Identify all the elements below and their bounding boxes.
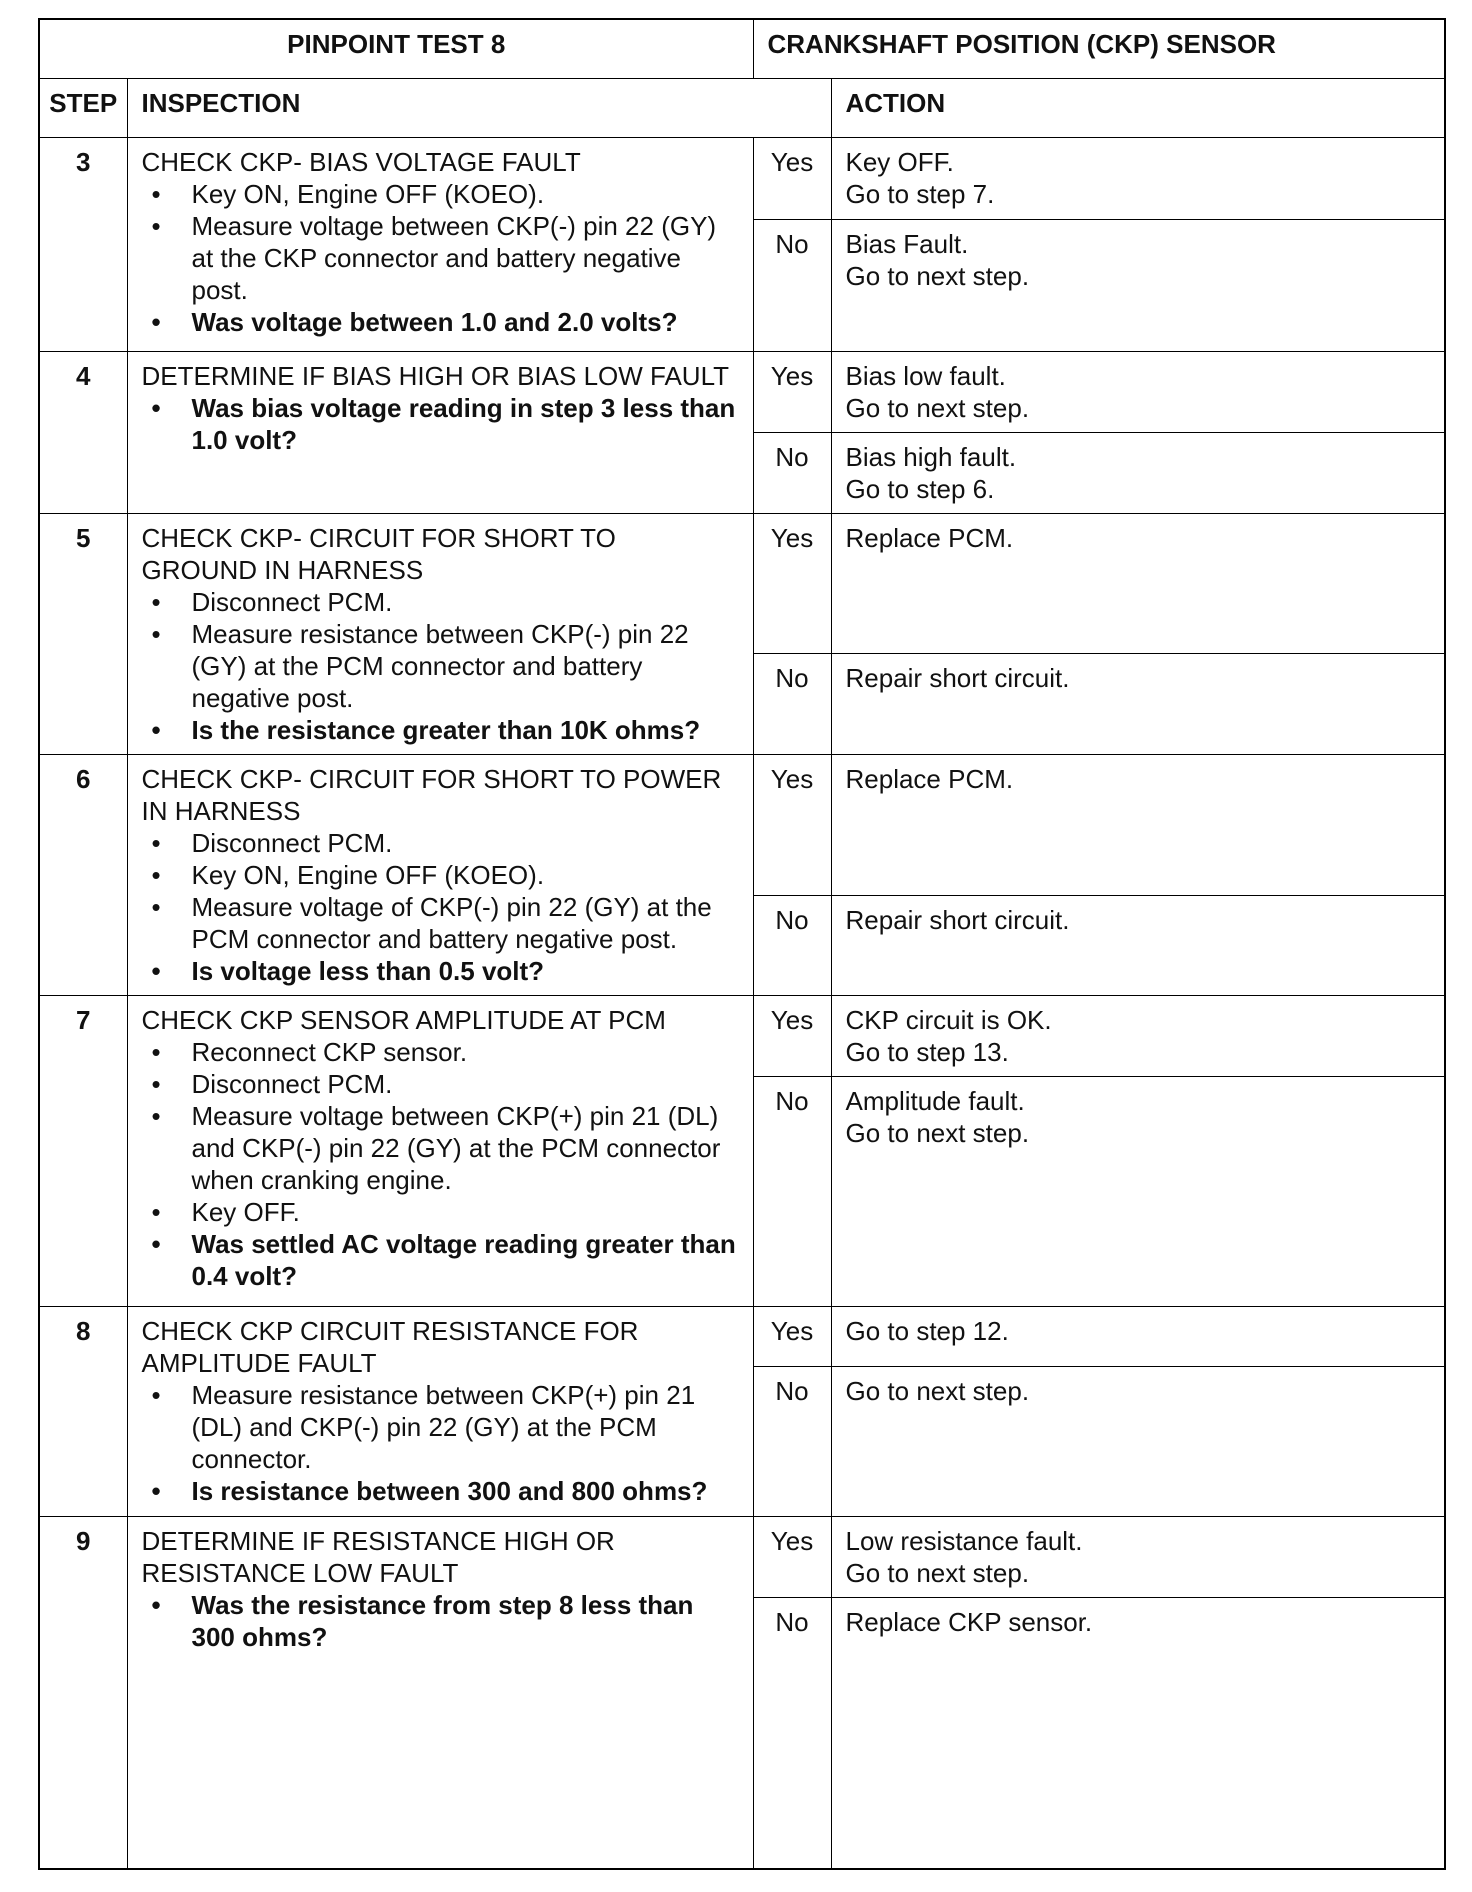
action-line: Go to step 6. (845, 474, 995, 504)
step-number: 8 (39, 1307, 127, 1517)
no-action (831, 654, 1445, 755)
inspection-title: CHECK CKP SENSOR AMPLITUDE AT PCM (141, 1005, 666, 1035)
step-row-5 (39, 514, 1445, 654)
inspection-title: CHECK CKP- CIRCUIT FOR SHORT TO POWER IN HARNESS (141, 764, 722, 826)
step-row-8 (39, 1307, 1445, 1367)
yes-label: Yes (753, 996, 831, 1077)
pinpoint-test-sheet (38, 18, 1446, 1870)
title-row (39, 19, 1445, 79)
action-line: Go to next step. (845, 1376, 1030, 1406)
inspection-cell (127, 1517, 753, 1870)
yes-label: Yes (753, 352, 831, 433)
yes-label: Yes (753, 514, 831, 654)
step-row-4 (39, 352, 1445, 433)
inspection-bullet-list (142, 586, 739, 746)
inspection-bullet-list (142, 392, 739, 456)
action-line: Repair short circuit. (845, 904, 1070, 935)
inspection-cell (127, 755, 753, 996)
inspection-question: • Is the resistance greater than 10K ohms? (142, 714, 739, 746)
column-header-row (39, 79, 1445, 138)
action-line: Bias low fault. (845, 361, 1006, 391)
step-row-7 (39, 996, 1445, 1077)
action-line: Repair short circuit. (845, 663, 1070, 694)
inspection-title: CHECK CKP- BIAS VOLTAGE FAULT (141, 147, 581, 177)
step-row-9 (39, 1517, 1445, 1598)
inspection-cell (127, 996, 753, 1307)
inspection-title: DETERMINE IF RESISTANCE HIGH OR RESISTANCE LOW FAULT (141, 1526, 615, 1588)
action-line: Go to next step. (845, 393, 1030, 423)
no-label: No (753, 1077, 831, 1307)
action-line: CKP circuit is OK. (845, 1005, 1052, 1035)
inspection-question: • Was voltage between 1.0 and 2.0 volts? (142, 306, 739, 338)
yes-action (831, 996, 1445, 1077)
action-line: Replace CKP sensor. (845, 1607, 1093, 1637)
yes-action (831, 1307, 1445, 1367)
yes-label: Yes (753, 1307, 831, 1367)
inspection-bullet: • Key ON, Engine OFF (KOEO). (142, 859, 739, 891)
inspection-cell (127, 1307, 753, 1517)
no-action (831, 433, 1445, 514)
yes-label: Yes (753, 1517, 831, 1598)
inspection-bullet-list (142, 1589, 739, 1653)
no-action (831, 1367, 1445, 1517)
inspection-bullet-list (142, 827, 739, 987)
no-label: No (753, 654, 831, 755)
action-column-header: ACTION (831, 79, 1445, 138)
yes-action (831, 352, 1445, 433)
inspection-cell (127, 514, 753, 755)
step-row-6 (39, 755, 1445, 896)
no-action (831, 895, 1445, 995)
inspection-bullet: • Key OFF. (142, 1196, 739, 1228)
inspection-bullet-list (142, 1036, 739, 1292)
no-action (831, 220, 1445, 352)
inspection-title: DETERMINE IF BIAS HIGH OR BIAS LOW FAULT (141, 361, 729, 391)
inspection-bullet-list (142, 178, 739, 338)
inspection-bullet-list (142, 1379, 739, 1507)
step-number: 5 (39, 514, 127, 755)
test-number: PINPOINT TEST 8 (39, 19, 753, 79)
inspection-cell (127, 352, 753, 514)
inspection-bullet: • Key ON, Engine OFF (KOEO). (142, 178, 739, 210)
action-line: Key OFF. (845, 147, 954, 177)
inspection-title: CHECK CKP- CIRCUIT FOR SHORT TO GROUND IN HARNESS (141, 523, 616, 585)
action-line: Replace PCM. (845, 764, 1014, 794)
no-action (831, 1077, 1445, 1307)
inspection-bullet: • Measure resistance between CKP(+) pin 21 (DL) and CKP(-) pin 22 (GY) at the PCM connector. (142, 1379, 739, 1475)
step-number: 9 (39, 1517, 127, 1870)
action-line: Low resistance fault. (845, 1526, 1083, 1556)
action-line: Bias Fault. (845, 229, 969, 259)
inspection-bullet: • Measure resistance between CKP(-) pin 22 (GY) at the PCM connector and battery negative post. (142, 618, 739, 714)
action-line: Go to step 12. (845, 1316, 1009, 1346)
step-number: 3 (39, 138, 127, 352)
yes-label: Yes (753, 755, 831, 896)
yes-label: Yes (753, 138, 831, 220)
inspection-question: • Was settled AC voltage reading greater than 0.4 volt? (142, 1228, 739, 1292)
yes-action (831, 755, 1445, 896)
no-label: No (753, 433, 831, 514)
no-label: No (753, 220, 831, 352)
inspection-column-header: INSPECTION (127, 79, 831, 138)
inspection-bullet: • Disconnect PCM. (142, 1068, 739, 1100)
step-row-3 (39, 138, 1445, 220)
inspection-bullet: • Disconnect PCM. (142, 827, 739, 859)
pinpoint-test-table (38, 18, 1446, 1870)
inspection-question: • Is voltage less than 0.5 volt? (142, 955, 739, 987)
yes-action (831, 1517, 1445, 1598)
no-label: No (753, 1367, 831, 1517)
action-line: Go to step 7. (845, 179, 995, 209)
step-number: 6 (39, 755, 127, 996)
inspection-question: • Was bias voltage reading in step 3 less than 1.0 volt? (142, 392, 739, 456)
no-label: No (753, 1598, 831, 1870)
test-name: CRANKSHAFT POSITION (CKP) SENSOR (753, 19, 1445, 79)
inspection-bullet: • Disconnect PCM. (142, 586, 739, 618)
yes-action (831, 514, 1445, 654)
action-line: Go to next step. (845, 1118, 1030, 1148)
step-number: 7 (39, 996, 127, 1307)
inspection-bullet: • Measure voltage between CKP(+) pin 21 (DL) and CKP(-) pin 22 (GY) at the PCM connector when cranking engine. (142, 1100, 739, 1196)
no-action (831, 1598, 1445, 1870)
inspection-bullet: • Measure voltage between CKP(-) pin 22 (GY) at the CKP connector and battery negative post. (142, 210, 739, 306)
action-line: Bias high fault. (845, 442, 1017, 472)
action-line: Go to next step. (845, 261, 1030, 291)
yes-action (831, 138, 1445, 220)
step-number: 4 (39, 352, 127, 514)
action-line: Go to next step. (845, 1558, 1030, 1588)
inspection-cell (127, 138, 753, 352)
action-line: Go to step 13. (845, 1037, 1009, 1067)
inspection-bullet: • Measure voltage of CKP(-) pin 22 (GY) at the PCM connector and battery negative post. (142, 891, 739, 955)
inspection-question: • Was the resistance from step 8 less than 300 ohms? (142, 1589, 739, 1653)
action-line: Amplitude fault. (845, 1086, 1025, 1116)
inspection-title: CHECK CKP CIRCUIT RESISTANCE FOR AMPLITUDE FAULT (141, 1316, 639, 1378)
inspection-bullet: • Reconnect CKP sensor. (142, 1036, 739, 1068)
step-column-header: STEP (39, 79, 127, 138)
inspection-question: • Is resistance between 300 and 800 ohms? (142, 1475, 739, 1507)
no-label: No (753, 895, 831, 995)
action-line: Replace PCM. (845, 523, 1014, 553)
